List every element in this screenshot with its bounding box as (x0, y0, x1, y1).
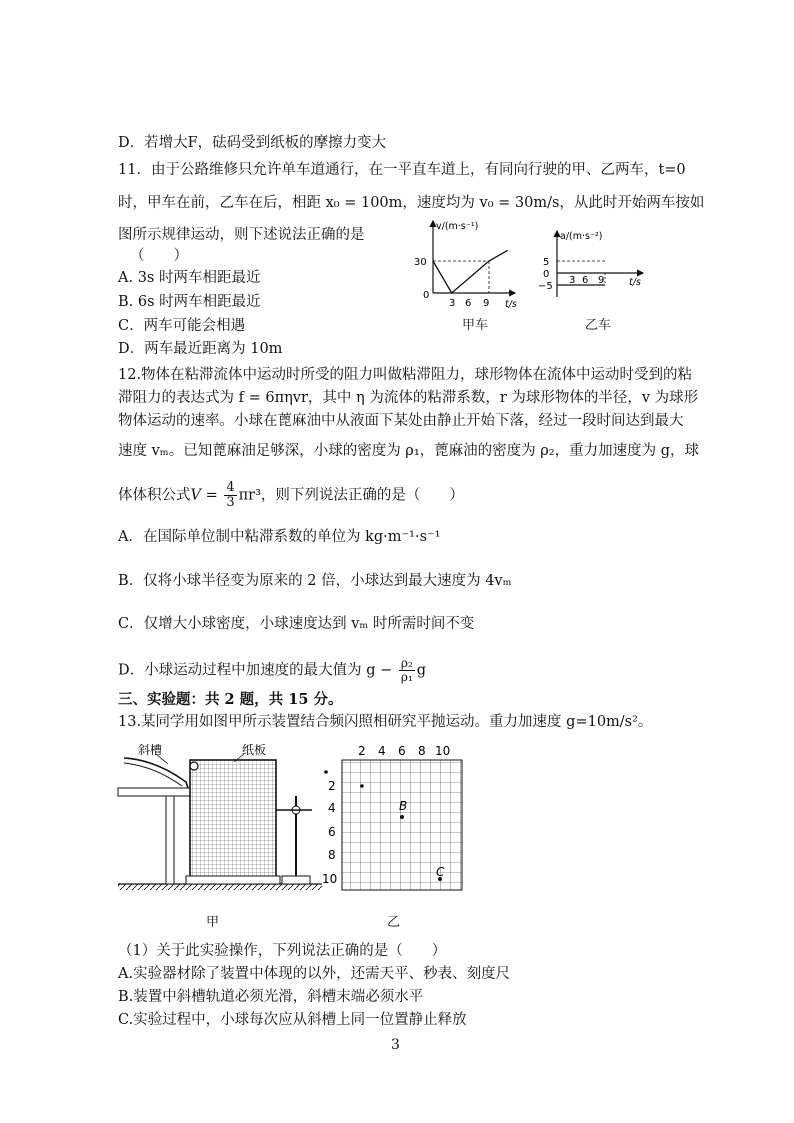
point-b (400, 815, 404, 819)
jia-x-label: t/s (505, 299, 517, 310)
grid-x-10: 10 (435, 744, 451, 758)
apparatus-figure (116, 744, 324, 894)
q12-option-c: C．仅增大小球密度，小球速度达到 vₘ 时所需时间不变 (118, 616, 475, 632)
q11-option-b: B. 6s 时两车相距最近 (118, 294, 261, 310)
grid-y-2: 2 (328, 779, 336, 793)
graph-jia-caption: 甲车 (462, 318, 489, 333)
yi-tick-9: 9 (598, 275, 605, 286)
grid-x-6: 6 (398, 744, 406, 758)
yi-y-0: 0 (543, 269, 550, 280)
q11-option-d: D．两车最近距离为 10m (118, 341, 283, 357)
q12-option-a: A．在国际单位制中粘滞系数的单位为 kg·m⁻¹·s⁻¹ (118, 529, 441, 545)
q12-option-d-suffix: g (416, 662, 427, 679)
board-base (186, 876, 280, 884)
q12-stem-line4: 速度 vₘ。已知蓖麻油足够深，小球的密度为 ρ₁，蓖麻油的密度为 ρ₂，重力加速度为 g，球 (118, 443, 699, 459)
q12-stem-line3: 物体运动的速率。小球在蓖麻油中从液面下某处由静止开始下落，经过一段时间达到最大 (118, 413, 684, 429)
q12-fraction-denominator: 3 (226, 495, 235, 510)
apparatus-caption: 甲 (206, 915, 220, 930)
q11-stem-line2: 时，甲车在前，乙车在后，相距 x₀ = 100m，速度均为 v₀ = 30m/s，从此时开始两车按如 (118, 195, 705, 211)
q11-stem-line1: 11．由于公路维修只允许单车道通行，在一平直车道上，有同向行驶的甲、乙两车，t=0 (118, 162, 686, 178)
q13-option-a: A.实验器材除了装置中体现的以外，还需天平、秒表、刻度尺 (118, 966, 511, 982)
label-chute: 斜槽 (138, 744, 163, 757)
q13-sub1-stem: （1）关于此实验操作，下列说法正确的是（ ） (118, 943, 447, 959)
q12-option-d-prefix: D．小球运动过程中加速度的最大值为 g − (118, 662, 393, 679)
yi-y-minus5: −5 (538, 281, 553, 292)
jia-origin: 0 (423, 290, 430, 301)
q12-volume-lhs: V = (190, 487, 223, 504)
yi-y-label: a/(m·s⁻²) (560, 231, 603, 242)
grid-figure (320, 742, 472, 892)
jia-y-30: 30 (414, 257, 427, 268)
q12-volume-fraction (224, 481, 236, 510)
table-leg (166, 796, 174, 884)
q12-stem-line5 (118, 481, 464, 510)
q12-option-b: B．仅将小球半径变为原来的 2 倍，小球达到最大速度为 4vₘ (118, 573, 512, 589)
label-board: 纸板 (242, 744, 267, 757)
q11-option-a: A. 3s 时两车相距最近 (118, 270, 261, 286)
grid-x-4: 4 (378, 744, 386, 758)
grid-y-6: 6 (328, 825, 336, 839)
q12-line5-suffix: πr³，则下列说法正确的是（ ） (238, 487, 464, 504)
yi-y-5: 5 (543, 257, 550, 268)
jia-tick-6: 6 (465, 298, 472, 309)
q12-stem-line2: 滞阻力的表达式为 f = 6πηvr，其中 η 为流体的粘滞系数，r 为球形物体的半径，v 为球形 (118, 390, 699, 406)
grid-figure-caption: 乙 (387, 915, 401, 930)
q11-option-c: C．两车可能会相遇 (118, 318, 246, 334)
ball (190, 762, 198, 770)
q12-density-fraction (399, 657, 415, 684)
q11-answer-blank: （ ） (130, 248, 188, 264)
point-origin-mark (324, 770, 328, 774)
point-a (360, 784, 364, 788)
jia-velocity-line (433, 250, 508, 293)
grid-y-4: 4 (328, 801, 336, 815)
jia-tick-3: 3 (449, 298, 456, 309)
jia-tick-9: 9 (483, 298, 490, 309)
yi-tick-6: 6 (582, 275, 589, 286)
grid-y-8: 8 (328, 848, 336, 862)
point-c-label: C (436, 865, 445, 879)
graph-yi-caption: 乙车 (585, 318, 612, 333)
page-number: 3 (391, 1037, 400, 1053)
grid-y-10: 10 (322, 872, 338, 886)
q12-option-d (118, 657, 426, 684)
q12-density-numerator: ρ₂ (400, 656, 413, 670)
grid-x-8: 8 (418, 744, 426, 758)
q10-option-d: D．若增大F，砝码受到纸板的摩擦力变大 (118, 135, 387, 151)
grid-x-2: 2 (358, 744, 366, 758)
graph-jia-vt (405, 215, 525, 310)
q12-fraction-numerator: 4 (226, 480, 235, 495)
q12-density-denominator: ρ₁ (400, 670, 413, 684)
q12-line5-prefix: 体体积公式 (118, 487, 191, 504)
jia-y-label: v/(m·s⁻¹) (436, 221, 479, 232)
graph-yi-at (535, 225, 653, 310)
table-top (118, 788, 190, 796)
q13-option-b: B.装置中斜槽轨道必须光滑，斜槽末端必须水平 (118, 989, 424, 1005)
point-b-label: B (399, 799, 408, 813)
yi-x-label: t/s (629, 277, 641, 288)
q13-stem: 13.某同学用如图甲所示装置结合频闪照相研究平抛运动。重力加速度 g=10m/s²。 (118, 714, 653, 730)
paper-board-grid (190, 760, 276, 880)
yi-tick-3: 3 (569, 275, 576, 286)
q12-stem-line1: 12.物体在粘滞流体中运动时所受的阻力叫做粘滞阻力，球形物体在流体中运动时受到的粘 (118, 367, 693, 383)
q13-option-c: C.实验过程中，小球每次应从斜槽上同一位置静止释放 (118, 1012, 467, 1028)
section-3-heading: 三、实验题：共 2 题，共 15 分。 (118, 691, 343, 708)
stand-base (282, 876, 310, 884)
q11-stem-line3: 图所示规律运动，则下述说法正确的是 (118, 227, 365, 243)
ground-hatch (118, 884, 322, 890)
